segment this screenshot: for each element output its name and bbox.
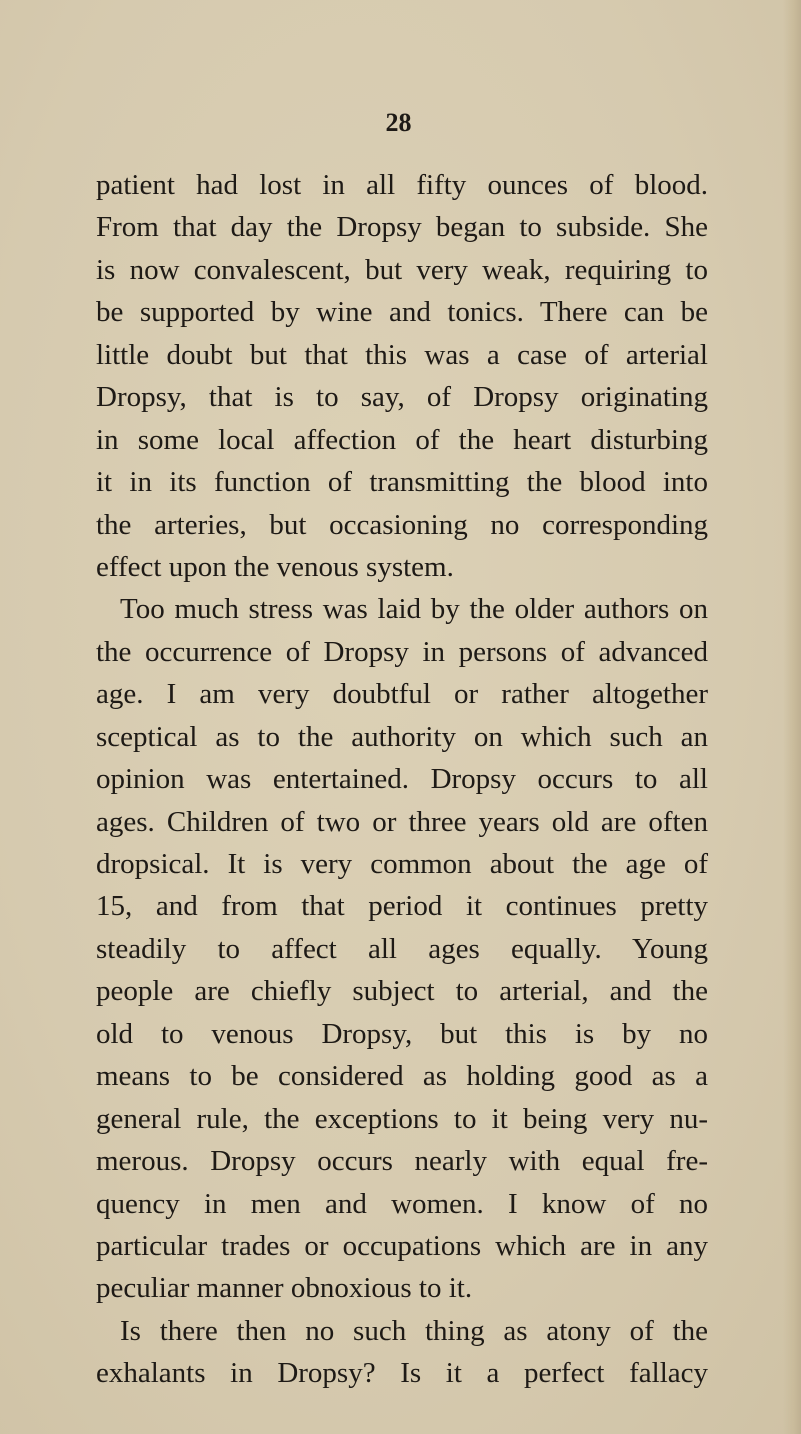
text-line: particular trades or occupations which are in any: [96, 1229, 708, 1262]
text-line: ages. Children of two or three years old are often: [96, 805, 708, 838]
text-line: effect upon the venous system.: [96, 550, 454, 583]
text-line: be supported by wine and tonics. There can be: [96, 296, 708, 329]
text-line: peculiar manner obnoxious to it.: [96, 1272, 473, 1305]
text-line: opinion was entertained. Dropsy occurs to all: [96, 763, 708, 796]
text-line: patient had lost in all fifty ounces of blood.: [96, 169, 708, 201]
text-line: people are chiefly subject to arterial, and the: [96, 975, 708, 1008]
text-line: sceptical as to the authority on which such an: [96, 720, 708, 753]
text-line: Too much stress was laid by the older authors on: [120, 593, 708, 626]
text-line: Dropsy, that is to say, of Dropsy originating: [96, 381, 708, 414]
text-line: is now convalescent, but very weak, requiring to: [96, 253, 708, 286]
text-line: steadily to affect all ages equally. Young: [96, 932, 708, 965]
text-line: Is there then no such thing as atony of the: [120, 1314, 708, 1347]
text-line: exhalants in Dropsy? Is it a perfect fallacy: [96, 1357, 708, 1390]
text-line: 15, and from that period it continues pretty: [96, 890, 708, 923]
text-line: age. I am very doubtful or rather altogether: [96, 678, 708, 711]
text-line: From that day the Dropsy began to subside. She: [96, 211, 708, 244]
text-line: means to be considered as holding good as a: [96, 1060, 708, 1093]
page-edge-shadow: [783, 0, 801, 1434]
text-line: dropsical. It is very common about the age of: [96, 848, 708, 880]
text-line: general rule, the exceptions to it being very nu-: [96, 1102, 708, 1135]
text-line: quency in men and women. I know of no: [96, 1187, 708, 1220]
text-line: the arteries, but occasioning no corresponding: [96, 508, 708, 541]
text-line: merous. Dropsy occurs nearly with equal fre-: [96, 1145, 708, 1178]
body-text: [96, 164, 708, 1395]
text-line: old to venous Dropsy, but this is by no: [96, 1017, 708, 1050]
page-number: 28: [385, 108, 412, 137]
text-line: little doubt but that this was a case of arterial: [96, 338, 708, 371]
text-line: it in its function of transmitting the blood into: [96, 466, 708, 499]
text-line: the occurrence of Dropsy in persons of advanced: [96, 635, 708, 668]
text-line: in some local affection of the heart disturbing: [96, 423, 708, 456]
